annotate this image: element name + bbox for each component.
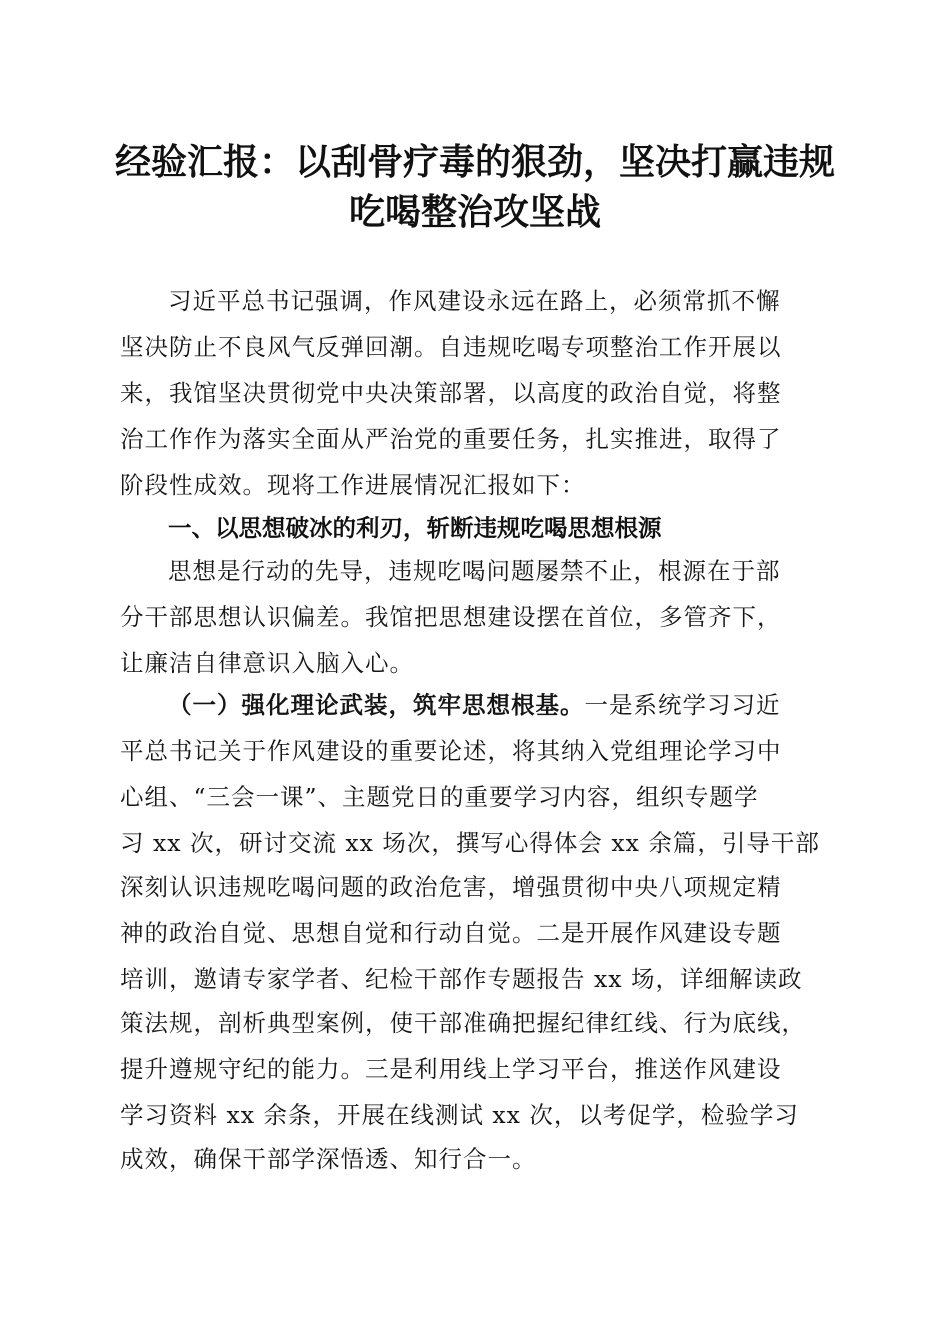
- intro-line: 来，我馆坚决贯彻党中央决策部署，以高度的政治自觉，将整: [120, 379, 782, 407]
- subsection-first-line: [168, 686, 781, 720]
- subsection-line: 神的政治自觉、思想自觉和行动自觉。二是开展作风建设专题: [120, 919, 782, 947]
- section-paragraph-line: 思想是行动的先导，违规吃喝问题屡禁不止，根源在于部: [168, 557, 781, 585]
- subsection-line: 平总书记关于作风建设的重要论述，将其纳入党组理论学习中: [120, 737, 782, 765]
- intro-line: 治工作作为落实全面从严治党的重要任务，扎实推进，取得了: [120, 425, 782, 453]
- section-paragraph-line: 分干部思想认识偏差。我馆把思想建设摆在首位，多管齐下，: [120, 603, 782, 631]
- subsection-line: 学习资料 xx 余条，开展在线测试 xx 次，以考促学，检验学习: [120, 1101, 799, 1129]
- intro-line: 阶段性成效。现将工作进展情况汇报如下：: [120, 471, 586, 499]
- section-paragraph-line: 让廉洁自律意识入脑入心。: [120, 649, 414, 677]
- subsection-line: 深刻认识违规吃喝问题的政治危害，增强贯彻中央八项规定精: [120, 873, 782, 901]
- subsection-line: 提升遵规守纪的能力。三是利用线上学习平台，推送作风建设: [120, 1055, 782, 1083]
- document-title-line-1: 经验汇报：以刮骨疗毒的狠劲，坚决打赢违规: [114, 142, 835, 183]
- subsection-line: 心组、“三会一课”、主题党日的重要学习内容，组织专题学: [120, 783, 759, 811]
- subsection-line: 习 xx 次，研讨交流 xx 场次，撰写心得体会 xx 余篇，引导干部: [120, 829, 820, 857]
- subsection-line: 成效，确保干部学深悟透、知行合一。: [120, 1145, 537, 1173]
- intro-line: 坚决防止不良风气反弹回潮。自违规吃喝专项整治工作开展以: [120, 333, 782, 361]
- subsection-first-line-text: 一是系统学习习近: [584, 691, 781, 719]
- subsection-line: 培训，邀请专家学者、纪检干部作专题报告 xx 场，详细解读政: [120, 965, 803, 993]
- document-title-line-2: 吃喝整治攻坚战: [348, 192, 601, 233]
- subsection-heading: （一）强化理论武装，筑牢思想根基。: [168, 691, 585, 719]
- intro-line: 习近平总书记强调，作风建设永远在路上，必须常抓不懈: [168, 287, 781, 315]
- section-heading: 一、以思想破冰的利刃，斩断违规吃喝思想根源: [168, 514, 662, 542]
- subsection-line: 策法规，剖析典型案例，使干部准确把握纪律红线、行为底线，: [120, 1009, 806, 1037]
